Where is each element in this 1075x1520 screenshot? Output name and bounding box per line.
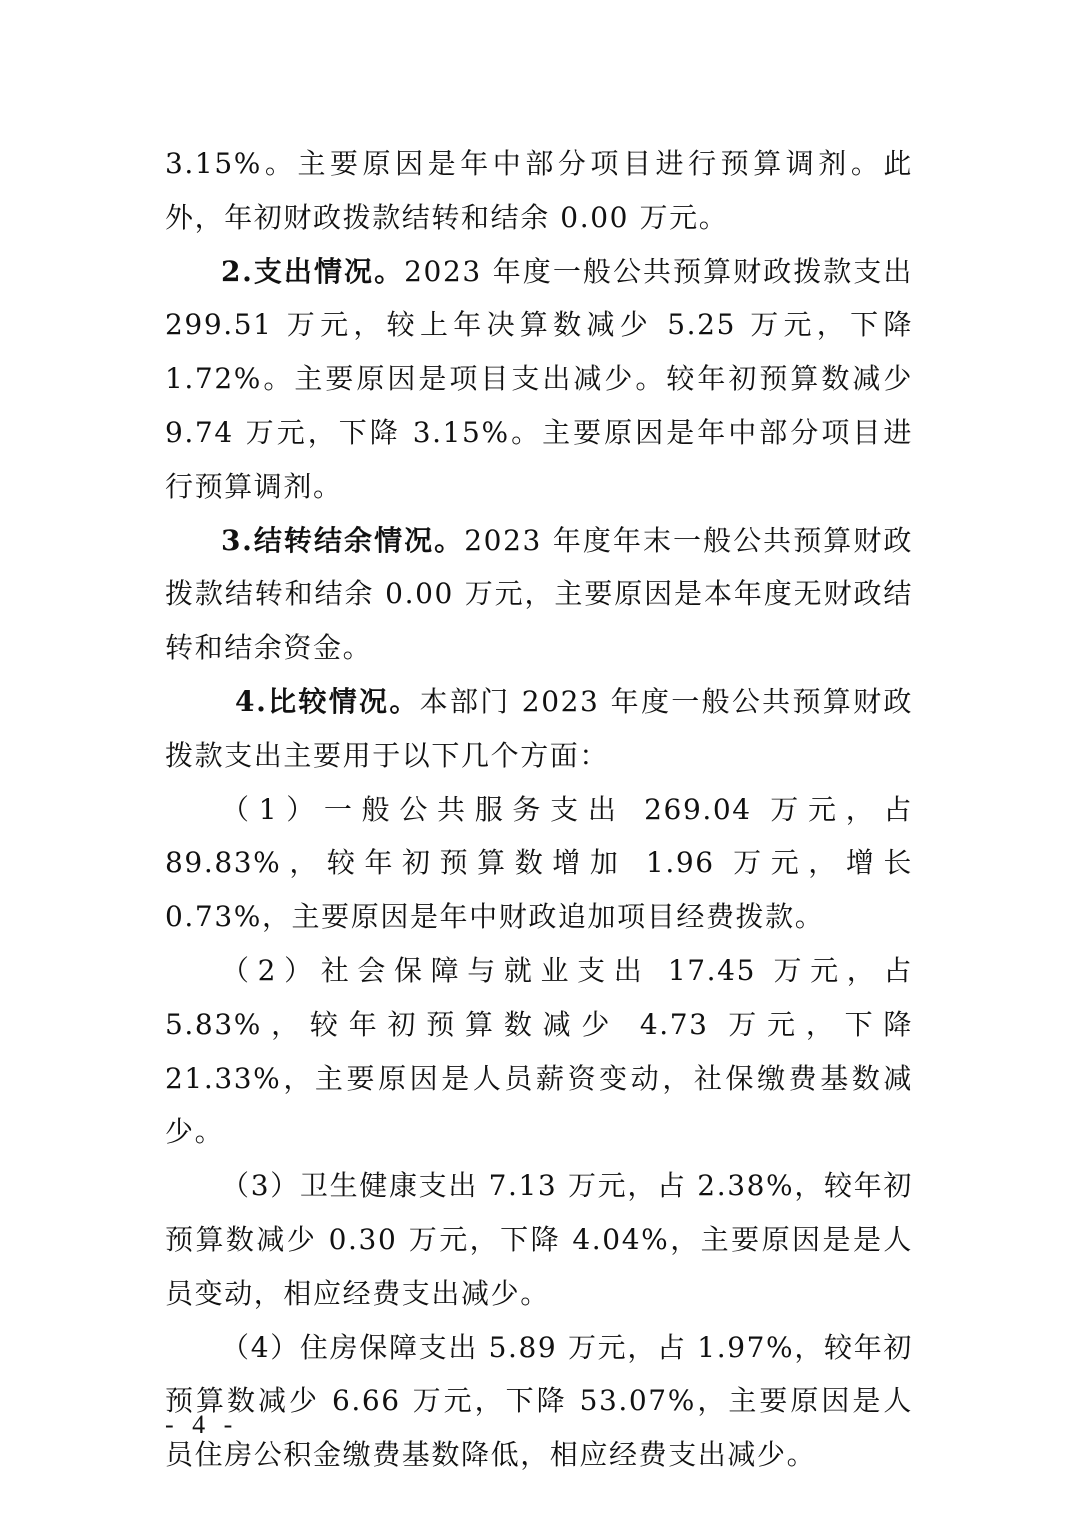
list-item-text: （2）社会保障与就业支出 17.45 万元，占 5.83%，较年初预算数减少 4.73 万元，下降 21.33%，主要原因是人员薪资变动，社保缴费基数减少。 [165, 953, 913, 1149]
body-text [165, 137, 913, 1482]
page-number: - 4 - [165, 1410, 239, 1439]
list-item-text: （4）住房保障支出 5.89 万元，占 1.97%，较年初预算数减少 6.66 万元，下降 53.07%，主要原因是人员住房公积金缴费基数降低，相应经费支出减少。 [165, 1330, 913, 1472]
list-item-text: （3）卫生健康支出 7.13 万元，占 2.38%，较年初预算数减少 0.30 万元，下降 4.04%，主要原因是是人员变动，相应经费支出减少。 [165, 1169, 913, 1310]
list-item [165, 944, 913, 1159]
section-heading-expenditure: 2.支出情况。 [221, 254, 405, 288]
list-item-text: （1）一般公共服务支出 269.04 万元，占 89.83%，较年初预算数增加 1.96 万元，增长 0.73%，主要原因是年中财政追加项目经费拨款。 [165, 792, 913, 934]
paragraph-body: 2023 年度一般公共预算财政拨款支出 299.51 万元，较上年决算数减少 5.25 万元，下降 1.72%。主要原因是项目支出减少。较年初预算数减少 9.74 万元，下降 3.15%。主要原因是年中部分项目进行预算调剂。 [165, 254, 914, 503]
list-item [165, 1321, 913, 1482]
paragraph-comparison [165, 675, 913, 783]
section-heading-carryover: 3.结转结余情况。 [221, 523, 465, 557]
paragraph-body: 3.15%。主要原因是年中部分项目进行预算调剂。此外，年初财政拨款结转和结余 0.00 万元。 [165, 147, 913, 234]
list-item [165, 1159, 913, 1320]
paragraph-expenditure [165, 245, 913, 514]
paragraph-body: 2023 年度年末一般公共预算财政拨款结转和结余 0.00 万元，主要原因是本年度无财政结转和结余资金。 [165, 523, 913, 665]
list-item [165, 783, 913, 944]
paragraph-continuation [165, 137, 913, 245]
paragraph-carryover [165, 514, 913, 675]
section-heading-comparison: 4.比较情况。 [235, 684, 420, 718]
paragraph-body: 本部门 2023 年度一般公共预算财政拨款支出主要用于以下几个方面： [165, 684, 913, 772]
